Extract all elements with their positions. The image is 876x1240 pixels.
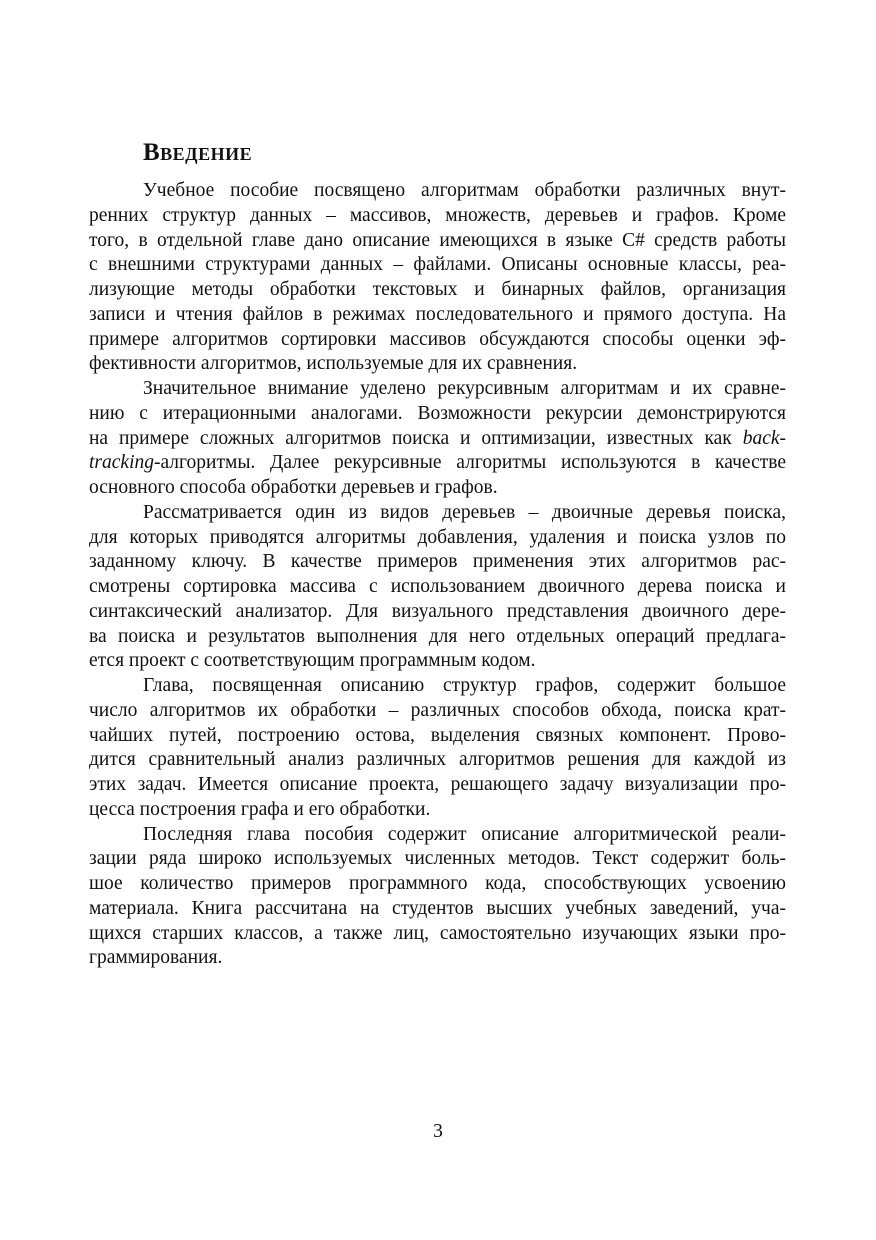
text-line: заданному ключу. В качестве примеров применения этих алгоритмов рас- <box>89 551 786 573</box>
text-line: шое количество примеров программного кода, способствующих усвоению <box>89 873 786 894</box>
text-line <box>89 451 786 476</box>
chapter-heading: Введение <box>143 139 253 166</box>
text-line: для которых приводятся алгоритмы добавления, удаления и поиска узлов по <box>89 526 786 548</box>
italic-run: back- <box>742 427 786 449</box>
page-number: 3 <box>433 1121 443 1142</box>
text-line: граммирования. <box>89 947 223 969</box>
text-line: синтаксический анализатор. Для визуального представления двоичного дере- <box>89 600 786 622</box>
text-line: ется проект с соответствующим программным кодом. <box>89 650 536 672</box>
text-line <box>89 427 786 452</box>
text-line: Рассматривается один из видов деревьев – двоичные деревья поиска, <box>143 501 786 523</box>
text-line: Глава, посвященная описанию структур графов, содержит большое <box>143 675 786 696</box>
text-line: Учебное пособие посвящено алгоритмам обработки различных внут- <box>143 180 786 201</box>
text-line: материала. Книга рассчитана на студентов высших учебных заведений, уча- <box>89 897 786 919</box>
text-line: Значительное внимание уделено рекурсивным алгоритмам и их сравне- <box>143 378 786 399</box>
text-line: нию с итерационными аналогами. Возможности рекурсии демонстрируются <box>89 402 786 424</box>
text-line: щихся старших классов, а также лиц, самостоятельно изучающих языки про- <box>89 922 786 944</box>
text-line: зации ряда широко используемых численных методов. Текст содержит боль- <box>89 848 786 870</box>
italic-run: tracking <box>89 452 154 474</box>
text-line: основного способа обработки деревьев и графов. <box>89 477 498 498</box>
text-line: того, в отдельной главе дано описание имеющихся в языке C# средств работы <box>89 229 786 251</box>
text-line: ренних структур данных – массивов, множеств, деревьев и графов. Кроме <box>89 204 786 226</box>
text-line: примере алгоритмов сортировки массивов обсуждаются способы оценки эф- <box>89 328 786 350</box>
text-line: число алгоритмов их обработки – различных способов обхода, поиска крат- <box>89 699 786 721</box>
text-line: этих задач. Имеется описание проекта, решающего задачу визуализации про- <box>89 774 786 795</box>
text-line: фективности алгоритмов, используемые для их сравнения. <box>89 353 578 375</box>
text-run: -алгоритмы. Далее рекурсивные алгоритмы используются в качестве <box>153 452 786 474</box>
text-line: Последняя глава пособия содержит описание алгоритмической реали- <box>143 823 786 845</box>
text-line: лизующие методы обработки текстовых и бинарных файлов, организация <box>89 279 786 300</box>
text-line: с внешними структурами данных – файлами. Описаны основные классы, реа- <box>89 254 786 276</box>
text-line: ва поиска и результатов выполнения для него отдельных операций предлага- <box>89 625 786 647</box>
text-line: записи и чтения файлов в режимах последовательного и прямого доступа. На <box>89 303 786 325</box>
text-line: цесса построения графа и его обработки. <box>89 798 431 820</box>
text-line: смотрены сортировка массива с использованием двоичного дерева поиска и <box>89 576 786 597</box>
text-line: дится сравнительный анализ различных алгоритмов решения для каждой из <box>89 749 786 771</box>
text-line: чайших путей, построению остова, выделения связных компонент. Прово- <box>89 724 786 746</box>
text-run: на примере сложных алгоритмов поиска и оптимизации, известных как <box>89 427 743 449</box>
